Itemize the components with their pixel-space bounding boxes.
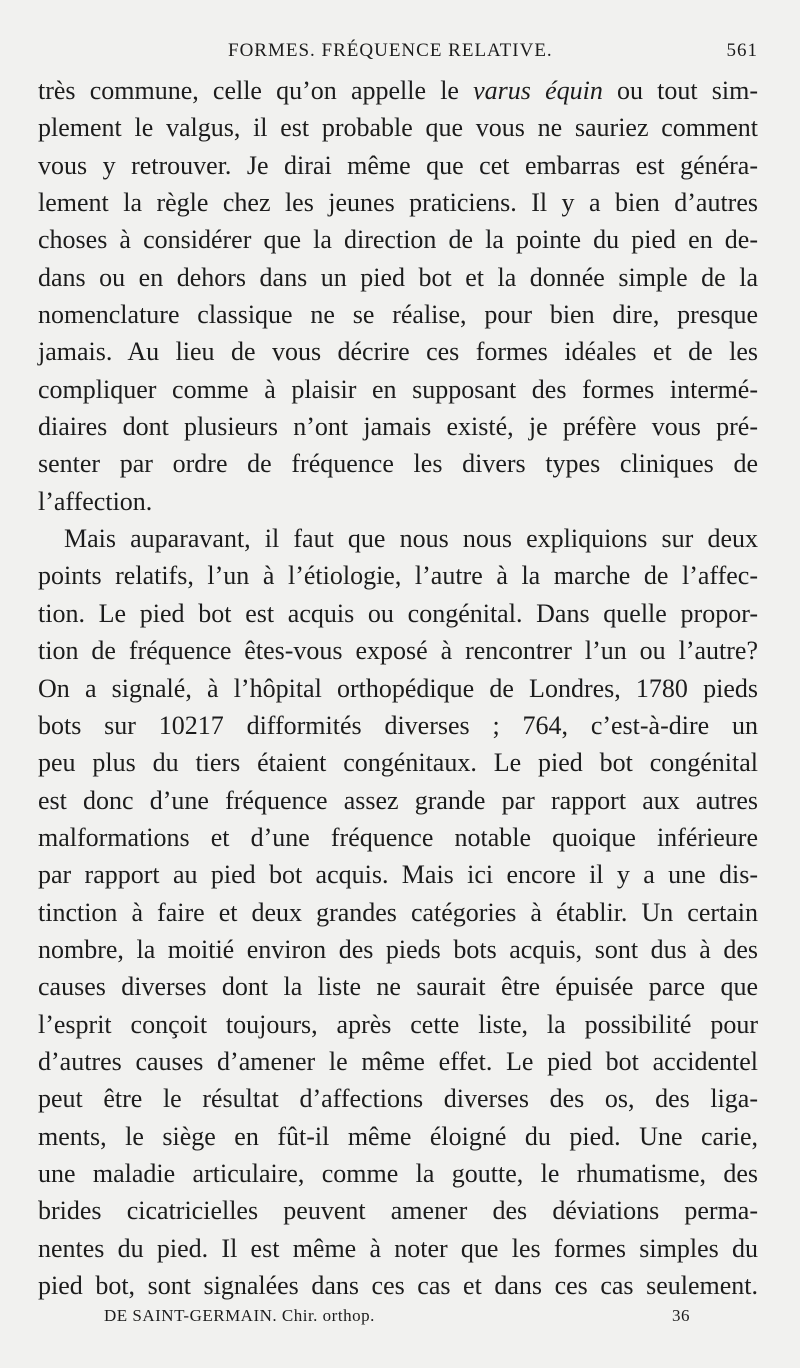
author-note: DE SAINT-GERMAIN. Chir. orthop. — [104, 1306, 375, 1325]
text-line: On a signalé, à l’hôpital orthopédique de Londres, 1780 pieds — [38, 673, 758, 703]
text-line: dans ou en dehors dans un pied bot et la donnée simple de la — [38, 262, 758, 292]
text-line: tinction à faire et deux grandes catégories à établir. Un certain — [38, 897, 758, 927]
signature-mark: 36 — [672, 1306, 690, 1325]
text-line: est donc d’une fréquence assez grande par rapport aux autres — [38, 785, 758, 815]
text-line: diaires dont plusieurs n’ont jamais existé, je préfère vous pré- — [38, 412, 758, 442]
text-line: nentes du pied. Il est même à noter que les formes simples du — [38, 1233, 758, 1263]
text-line: nomenclature classique ne se réalise, pour bien dire, presque — [38, 300, 758, 330]
text-line: vous y retrouver. Je dirai même que cet embarras est généra- — [38, 150, 758, 180]
text-line: plement le valgus, il est probable que vous ne sauriez comment — [38, 113, 758, 143]
text-line: l’esprit conçoit toujours, après cette liste, la possibilité pour — [38, 1009, 758, 1039]
text-line: l’affection. — [38, 486, 153, 516]
running-title: FORMES. FRÉQUENCE RELATIVE. — [228, 40, 553, 61]
running-head — [40, 40, 758, 66]
text-line: lement la règle chez les jeunes praticiens. Il y a bien d’autres — [38, 188, 758, 218]
text-line — [38, 72, 758, 109]
text-line: bots sur 10217 difformités diverses ; 764, c’est-à-dire un — [38, 710, 758, 740]
text-line: pied bot, sont signalées dans ces cas et dans ces cas seulement. — [38, 1271, 758, 1300]
text-line: choses à considérer que la direction de la pointe du pied en de- — [38, 225, 758, 255]
text-line: Mais auparavant, il faut que nous nous expliquions sur deux — [64, 524, 758, 554]
paragraph — [38, 520, 758, 1304]
text-line: ments, le siège en fût-il même éloigné du pied. Une carie, — [38, 1121, 758, 1151]
text-line: points relatifs, l’un à l’étiologie, l’autre à la marche de l’affec- — [38, 561, 758, 591]
text-line: peut être le résultat d’affections diverses des os, des liga- — [38, 1084, 758, 1114]
text-line: jamais. Au lieu de vous décrire ces formes idéales et de les — [38, 337, 758, 367]
text-line: causes diverses dont la liste ne saurait être épuisée parce que — [38, 972, 758, 1002]
text-line: peu plus du tiers étaient congénitaux. Le pied bot congénital — [38, 748, 758, 778]
text-line: tion. Le pied bot est acquis ou congénital. Dans quelle propor- — [38, 598, 758, 628]
page-number: 561 — [726, 40, 758, 61]
text-run: très commune, celle qu’on appelle le — [38, 76, 474, 105]
italic-term: varus équin — [473, 76, 603, 105]
text-line: nombre, la moitié environ des pieds bots acquis, sont dus à des — [38, 934, 758, 964]
text-line: une maladie articulaire, comme la goutte, le rhumatisme, des — [38, 1158, 758, 1188]
page-footer — [104, 1306, 690, 1332]
text-line: d’autres causes d’amener le même effet. Le pied bot accidentel — [38, 1046, 758, 1076]
text-line: par rapport au pied bot acquis. Mais ici encore il y a une dis- — [38, 860, 758, 890]
text-line: malformations et d’une fréquence notable quoique inférieure — [38, 822, 758, 852]
body-text — [38, 72, 758, 1304]
text-line: senter par ordre de fréquence les divers types cliniques de — [38, 449, 758, 479]
paragraph — [38, 72, 758, 520]
text-run: ou tout sim- — [602, 76, 759, 105]
text-line: compliquer comme à plaisir en supposant des formes intermé- — [38, 374, 758, 404]
text-line: brides cicatricielles peuvent amener des déviations perma- — [38, 1196, 758, 1226]
text-line: tion de fréquence êtes-vous exposé à rencontrer l’un ou l’autre? — [38, 636, 758, 666]
